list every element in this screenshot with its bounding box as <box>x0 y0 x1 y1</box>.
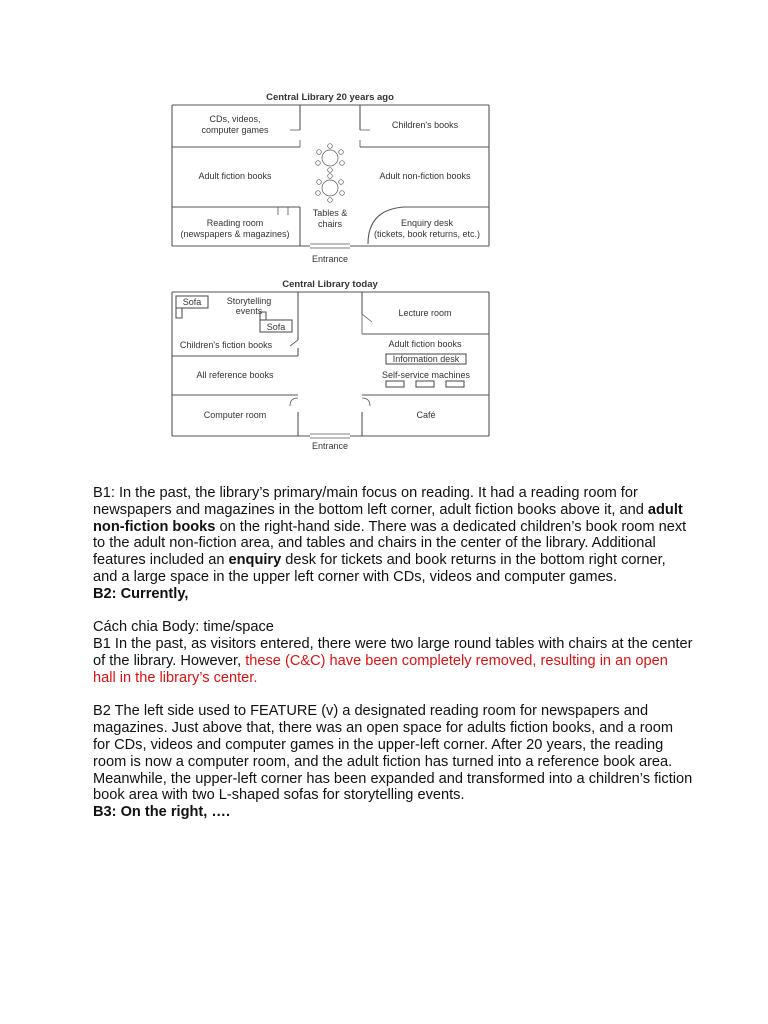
round-table <box>322 150 338 166</box>
heading-b2: B2: Currently, <box>93 585 189 602</box>
label-cds: CDs, videos, <box>209 114 261 124</box>
paragraph-b1-revised: B1 In the past, as visitors entered, there were two large round tables with chairs at the center of the library. However, these (C&C) have been completely removed, resulting in an open hall in the library’s center. <box>93 636 693 686</box>
label-information-desk: Information desk <box>392 354 460 364</box>
label-tables: Tables & <box>312 208 348 218</box>
label-childrens-fiction: Children's fiction books <box>179 340 273 350</box>
label-storytelling: events <box>235 306 263 316</box>
door <box>278 207 288 215</box>
paragraph-b1: B1: In the past, the library’s primary/main focus on reading. It had a reading room for newspapers and magazines in the bottom left corner, adult fiction books above it, and adult non-fiction books on the right-hand side. There was a dedicated children’s book room next to the adult non-fiction area, and tables and chairs in the center of the library. Additional features included an enquiry desk for tickets and book returns in the bottom right corner, and a large space in the upper left corner with CDs, videos and computer games. <box>93 485 687 585</box>
label-computer-room: Computer room <box>203 410 267 420</box>
label-enquiry-desk: Enquiry desk <box>400 218 454 228</box>
self-service-machine <box>446 381 464 387</box>
paragraph-b2-revised: B2 The left side used to FEATURE (v) a designated reading room for newspapers and magazines. Just above that, there was an open space for adults fiction books, and a room for CDs, videos and computer games in the upper-left corner. After 20 years, the reading room is now a computer room, and the adult fiction has turned into a reference book area. Meanwhile, the upper-left corner has been expanded and transformed into a children’s fiction book area with two L-shaped sofas for storytelling events. <box>93 703 693 804</box>
self-service-machine <box>386 381 404 387</box>
label-reading-room: Reading room <box>206 218 264 228</box>
label-adult-fiction: Adult fiction books <box>388 339 462 349</box>
label-cafe: Café <box>416 410 436 420</box>
body-split-note: Cách chia Body: time/space <box>93 619 274 636</box>
plan-past-title: Central Library 20 years ago <box>266 92 394 103</box>
door <box>290 130 300 147</box>
label-entrance: Entrance <box>311 441 349 451</box>
label-childrens-books: Children's books <box>391 120 459 130</box>
floor-plan-past <box>150 86 510 266</box>
door <box>290 340 298 346</box>
label-reading-room: (newspapers & magazines) <box>180 229 290 239</box>
door <box>362 398 370 406</box>
floor-plan-today <box>150 274 510 456</box>
label-adult-fiction: Adult fiction books <box>198 171 272 181</box>
label-cds: computer games <box>201 125 269 135</box>
door <box>360 130 370 147</box>
label-entrance: Entrance <box>311 254 349 264</box>
label-sofa: Sofa <box>182 297 202 307</box>
sofa-1 <box>176 308 182 318</box>
label-reference: All reference books <box>196 370 274 380</box>
essay-text <box>93 485 693 821</box>
label-storytelling: Storytelling <box>226 296 272 306</box>
highlighted-text: these (C&C) have been completely removed, resulting in an open hall in the library’s center. <box>93 652 668 686</box>
round-table <box>322 180 338 196</box>
label-sofa: Sofa <box>266 322 286 332</box>
label-lecture-room: Lecture room <box>398 308 452 318</box>
door <box>362 314 372 334</box>
plan-today-title: Central Library today <box>282 279 378 290</box>
floor-plan-today-svg <box>150 274 510 456</box>
label-adult-nonfiction: Adult non-fiction books <box>379 171 471 181</box>
floor-plan-past-svg <box>150 86 510 266</box>
label-tables: chairs <box>317 219 343 229</box>
label-enquiry-desk: (tickets, book returns, etc.) <box>373 229 481 239</box>
heading-b3: B3: On the right, …. <box>93 804 231 821</box>
label-self-service: Self-service machines <box>381 370 471 380</box>
door <box>290 398 298 406</box>
self-service-machine <box>416 381 434 387</box>
